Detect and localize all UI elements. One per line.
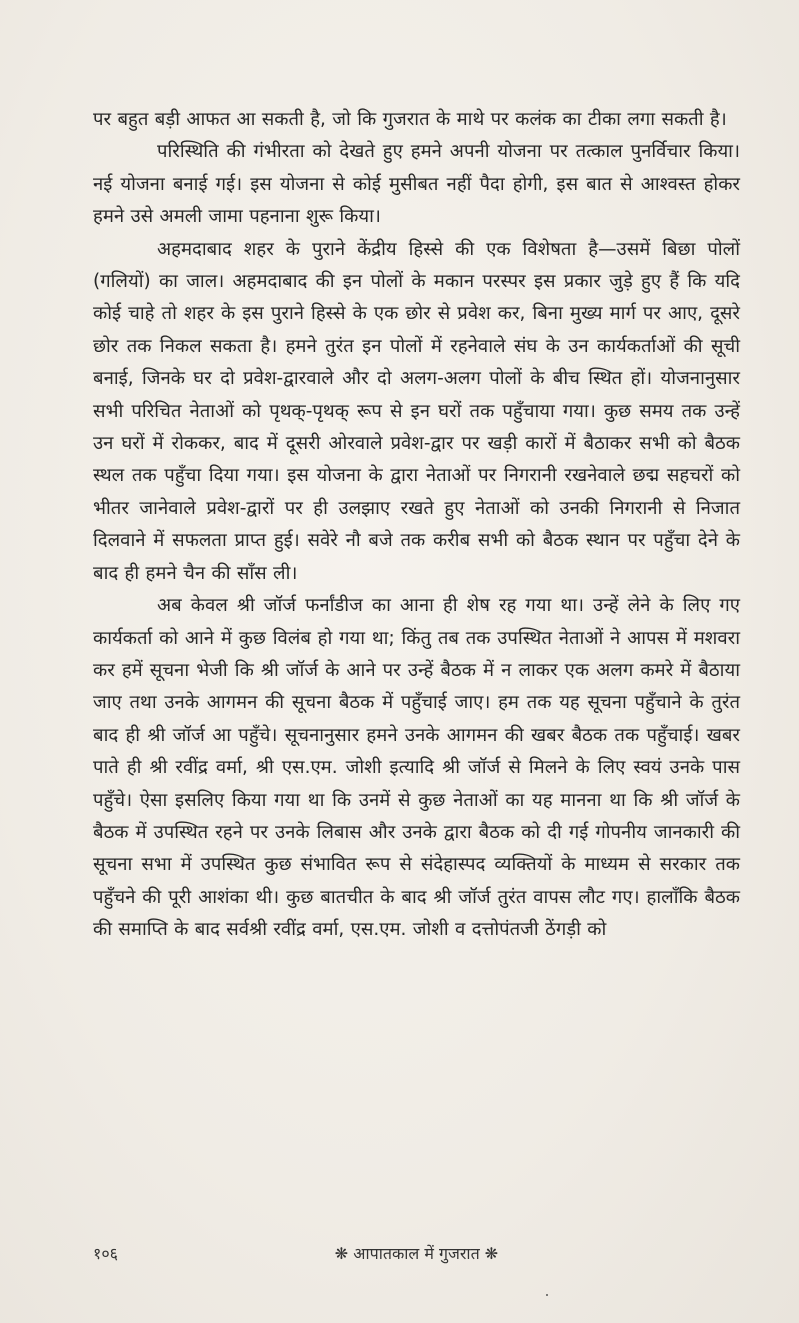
paper-speck — [546, 1294, 548, 1296]
body-text — [93, 104, 740, 947]
page-number: १०६ — [93, 1244, 118, 1263]
paragraph-continuation: पर बहुत बड़ी आफत आ सकती है, जो कि गुजरात के माथे पर कलंक का टीका लगा सकती है। — [93, 109, 727, 130]
paragraph-pols-plan: अहमदाबाद शहर के पुराने केंद्रीय हिस्से की एक विशेषता है—उसमें बिछा पोलों (गलियों) का जाल। अहमदाबाद की इन पोलों के मकान परस्पर इस प्रकार जुड़े हुए हैं कि यदि कोई चाहे तो शहर के इस पुराने हिस्से के एक छोर से प्रवेश कर, बिना मुख्य मार्ग पर आए, दूसरे छोर तक निकल सकता है। हमने तुरंत इन पोलों में रहनेवाले संघ के उन कार्यकर्ताओं की सूची बनाई, जिनके घर दो प्रवेश-द्वारवाले और दो अलग-अलग पोलों के बीच स्थित हों। योजनानुसार सभी परिचित नेताओं को पृथक्-पृथक् रूप से इन घरों तक पहुँचाया गया। कुछ समय तक उन्हें उन घरों में रोककर, बाद में दूसरी ओरवाले प्रवेश-द्वार पर खड़ी कारों में बैठाकर सभी को बैठक स्थल तक पहुँचा दिया गया। इस योजना के द्वारा नेताओं पर निगरानी रखनेवाले छद्म सहचरों को भीतर जानेवाले प्रवेश-द्वारों पर ही उलझाए रखते हुए नेताओं को उनकी निगरानी से निजात दिलवाने में सफलता प्राप्त हुई। सवेरे नौ बजे तक करीब सभी को बैठक स्थान पर पहुँचा देने के बाद ही हमने चैन की साँस ली। — [93, 238, 740, 584]
paragraph-reconsideration: परिस्थिति की गंभीरता को देखते हुए हमने अपनी योजना पर तत्काल पुनर्विचार किया। नई योजना बनाई गई। इस योजना से कोई मुसीबत नहीं पैदा होगी, इस बात से आश्वस्त होकर हमने उसे अमली जामा पहनाना शुरू किया। — [93, 141, 740, 228]
page-footer — [93, 1242, 740, 1272]
paragraph-george-fernandes: अब केवल श्री जॉर्ज फर्नांडीज का आना ही शेष रह गया था। उन्हें लेने के लिए गए कार्यकर्ता को आने में कुछ विलंब हो गया था; किंतु तब तक उपस्थित नेताओं ने आपस में मशवरा कर हमें सूचना भेजी कि श्री जॉर्ज के आने पर उन्हें बैठक में न लाकर एक अलग कमरे में बैठाया जाए तथा उनके आगमन की सूचना बैठक में पहुँचाई जाए। हम तक यह सूचना पहुँचाने के तुरंत बाद ही श्री जॉर्ज आ पहुँचे। सूचनानुसार हमने उनके आगमन की खबर बैठक तक पहुँचाई। खबर पाते ही श्री रवींद्र वर्मा, श्री एस.एम. जोशी इत्यादि श्री जॉर्ज से मिलने के लिए स्वयं उनके पास पहुँचे। ऐसा इसलिए किया गया था कि उनमें से कुछ नेताओं का यह मानना था कि श्री जॉर्ज के बैठक में उपस्थित रहने पर उनके लिबास और उनके द्वारा बैठक को दी गई गोपनीय जानकारी की सूचना सभा में उपस्थित कुछ संभावित रूप से संदेहास्पद व्यक्तियों के माध्यम से सरकार तक पहुँचने की पूरी आशंका थी। कुछ बातचीत के बाद श्री जॉर्ज तुरंत वापस लौट गए। हालाँकि बैठक की समाप्ति के बाद सर्वश्री रवींद्र वर्मा, एस.एम. जोशी व दत्तोपंतजी ठेंगड़ी को — [93, 595, 740, 941]
running-title: ❋ आपातकाल में गुजरात ❋ — [334, 1244, 499, 1263]
